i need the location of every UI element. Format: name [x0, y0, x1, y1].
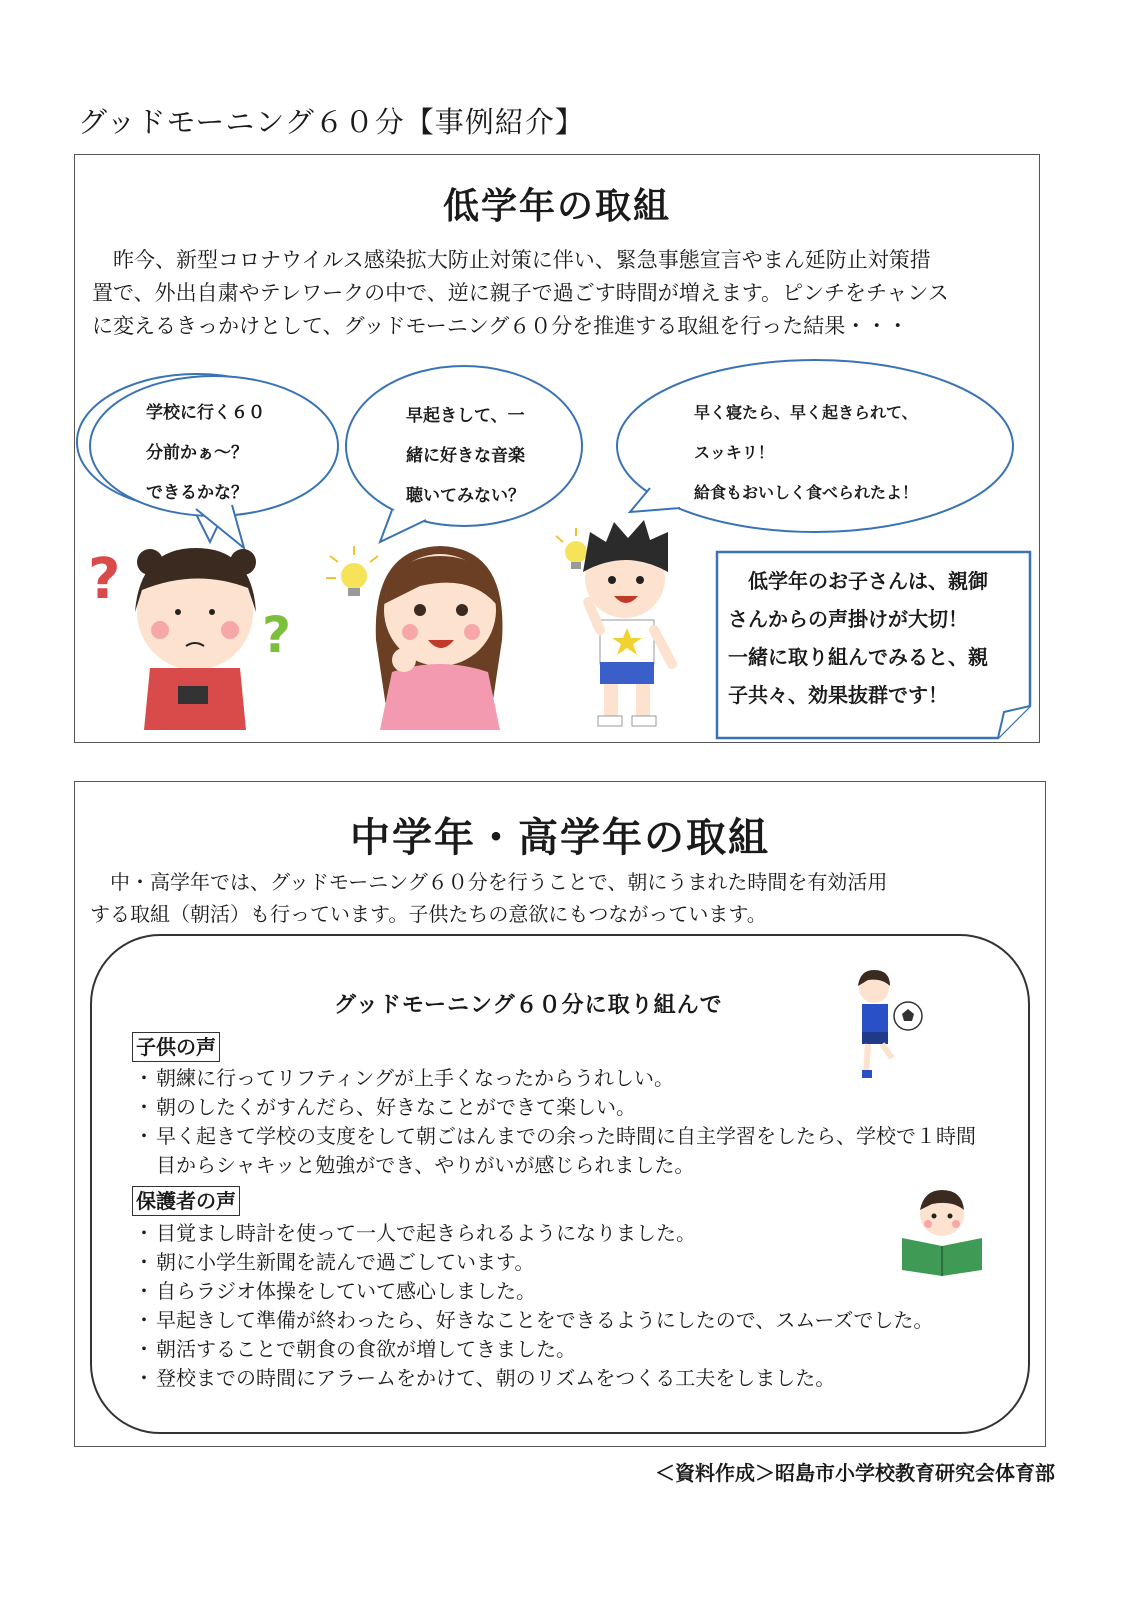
upper-grade-intro: [90, 866, 1030, 930]
intro-line: 昨今、新型コロナウイルス感染拡大防止対策に伴い、緊急事態宣言やまん延防止対策措: [92, 248, 931, 272]
children-voices-label: 子供の声: [132, 1032, 220, 1062]
boy-illustration: [583, 520, 672, 726]
lower-grade-note: [728, 562, 988, 714]
lower-grade-title: 低学年の取組: [442, 186, 671, 227]
bubble-mother-text: [406, 396, 525, 516]
bubble-line: 早起きして、一: [406, 406, 525, 426]
page-title: グッドモーニング６０分【事例紹介】: [78, 105, 585, 139]
bubble-line: できるかな？: [146, 483, 248, 503]
intro-line: に変えるきっかけとして、グッドモーニング６０分を推進する取組を行った結果・・・: [92, 314, 909, 338]
bubble-line: 緒に好きな音楽: [406, 446, 525, 466]
confused-girl-illustration: [88, 547, 291, 730]
lightbulb-icon: [326, 546, 378, 596]
note-line: 低学年のお子さんは、親御: [728, 569, 988, 593]
svg-text:?: ?: [262, 606, 292, 664]
note-line: 子共々、効果抜群です！: [728, 683, 948, 707]
list-item: ・ 朝に小学生新聞を読んで過ごしています。: [134, 1248, 994, 1277]
source-credit: ＜資料作成＞昭島市小学校教育研究会体育部: [655, 1461, 1055, 1485]
list-item: ・ 早く起きて学校の支度をして朝ごはんまでの余った時間に自主学習をしたら、学校で１時間目からシャキッと勉強ができ、やりがいが感じられました。: [134, 1122, 994, 1180]
bubble-girl-text: [146, 393, 265, 513]
parents-voices-list: [134, 1219, 994, 1393]
mother-illustration: [376, 546, 503, 730]
children-voices-list: [134, 1064, 994, 1180]
intro-line: する取組（朝活）も行っています。子供たちの意欲にもつながっています。: [90, 902, 767, 926]
list-item: ・ 登校までの時間にアラームをかけて、朝のリズムをつくる工夫をしました。: [134, 1364, 994, 1393]
parents-voices-label: 保護者の声: [132, 1186, 240, 1216]
bubble-line: 給食もおいしく食べられたよ！: [694, 483, 919, 502]
bubble-line: 学校に行く６０: [146, 403, 265, 423]
intro-line: 中・高学年では、グッドモーニング６０分を行うことで、朝にうまれた時間を有効活用: [90, 870, 888, 894]
list-item: ・ 自らラジオ体操をしていて感心しました。: [134, 1277, 994, 1306]
bubble-line: 分前かぁ～？: [146, 443, 248, 463]
list-item: ・ 朝練に行ってリフティングが上手くなったからうれしい。: [134, 1064, 994, 1093]
bubble-line: スッキリ！: [694, 443, 774, 462]
svg-text:?: ?: [88, 547, 121, 612]
note-line: さんからの声掛けが大切！: [728, 607, 968, 631]
intro-line: 置で、外出自粛やテレワークの中で、逆に親子で過ごす時間が増えます。ピンチをチャンス: [92, 281, 949, 305]
list-item: ・ 朝活することで朝食の食欲が増してきました。: [134, 1335, 994, 1364]
voices-subtitle: グッドモーニング６０分に取り組んで: [334, 993, 723, 1018]
bubble-line: 聴いてみない？: [406, 486, 525, 506]
bubble-boy-text: [694, 393, 918, 513]
list-item: ・ 朝のしたくがすんだら、好きなことができて楽しい。: [134, 1093, 994, 1122]
list-item: ・ 目覚まし時計を使って一人で起きられるようになりました。: [134, 1219, 994, 1248]
bubble-line: 早く寝たら、早く起きられて、: [694, 403, 918, 422]
note-line: 一緒に取り組んでみると、親: [728, 645, 988, 669]
list-item: ・ 早起きして準備が終わったら、好きなことをできるようにしたので、スムーズでした。: [134, 1306, 994, 1335]
upper-grade-title: 中学年・高学年の取組: [350, 815, 770, 861]
